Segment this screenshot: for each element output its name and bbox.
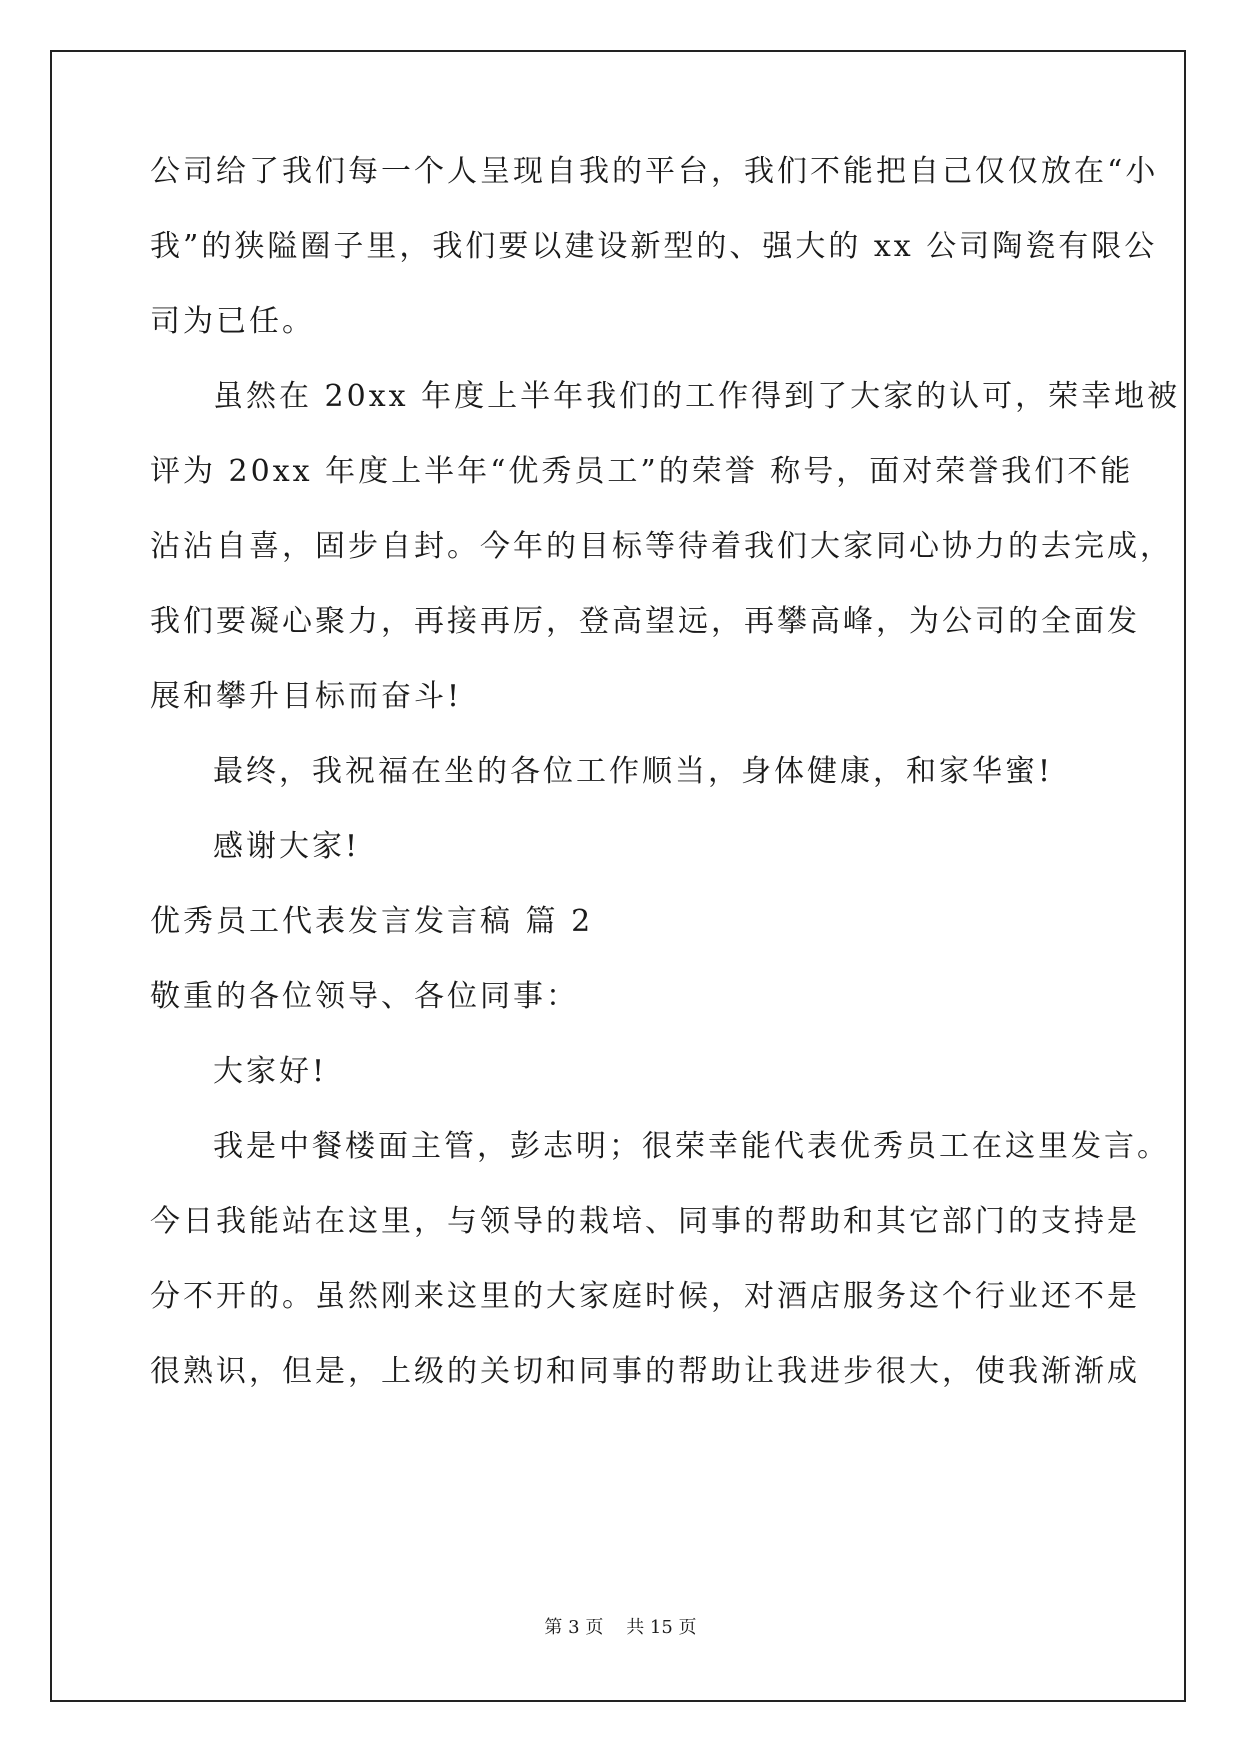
paragraph-line: 最终，我祝福在坐的各位工作顺当，身体健康，和家华蜜! [213, 754, 1054, 789]
paragraph-line: 司为已任。 [150, 304, 315, 339]
paragraph-line: 公司给了我们每一个人呈现自我的平台，我们不能把自己仅仅放在“小 [150, 154, 1159, 189]
paragraph-line: 展和攀升目标而奋斗! [150, 679, 463, 714]
page-border [50, 50, 1186, 1702]
greeting-line: 大家好! [213, 1054, 328, 1089]
paragraph-line: 今日我能站在这里，与领导的栽培、同事的帮助和其它部门的支持是 [150, 1204, 1140, 1239]
paragraph-line: 我”的狭隘圈子里，我们要以建设新型的、强大的 xx 公司陶瓷有限公 [150, 229, 1158, 264]
paragraph-line: 分不开的。虽然刚来这里的大家庭时候，对酒店服务这个行业还不是 [150, 1279, 1140, 1314]
paragraph-line: 沾沾自喜，固步自封。今年的目标等待着我们大家同心协力的去完成， [150, 529, 1173, 564]
paragraph-line: 虽然在 20xx 年度上半年我们的工作得到了大家的认可，荣幸地被 [213, 379, 1181, 414]
paragraph-line: 感谢大家! [213, 829, 361, 864]
paragraph-line: 我们要凝心聚力，再接再厉，登高望远，再攀高峰，为公司的全面发 [150, 604, 1140, 639]
paragraph-line: 很熟识，但是，上级的关切和同事的帮助让我进步很大，使我渐渐成 [150, 1354, 1140, 1389]
salutation-line: 敬重的各位领导、各位同事： [150, 979, 579, 1014]
paragraph-line: 我是中餐楼面主管，彭志明；很荣幸能代表优秀员工在这里发言。 [213, 1129, 1170, 1164]
section-heading: 优秀员工代表发言发言稿 篇 2 [150, 904, 594, 939]
paragraph-line: 评为 20xx 年度上半年“优秀员工”的荣誉 称号，面对荣誉我们不能 [150, 454, 1134, 489]
page-number-footer: 第 3 页 共 15 页 [544, 1617, 697, 1638]
